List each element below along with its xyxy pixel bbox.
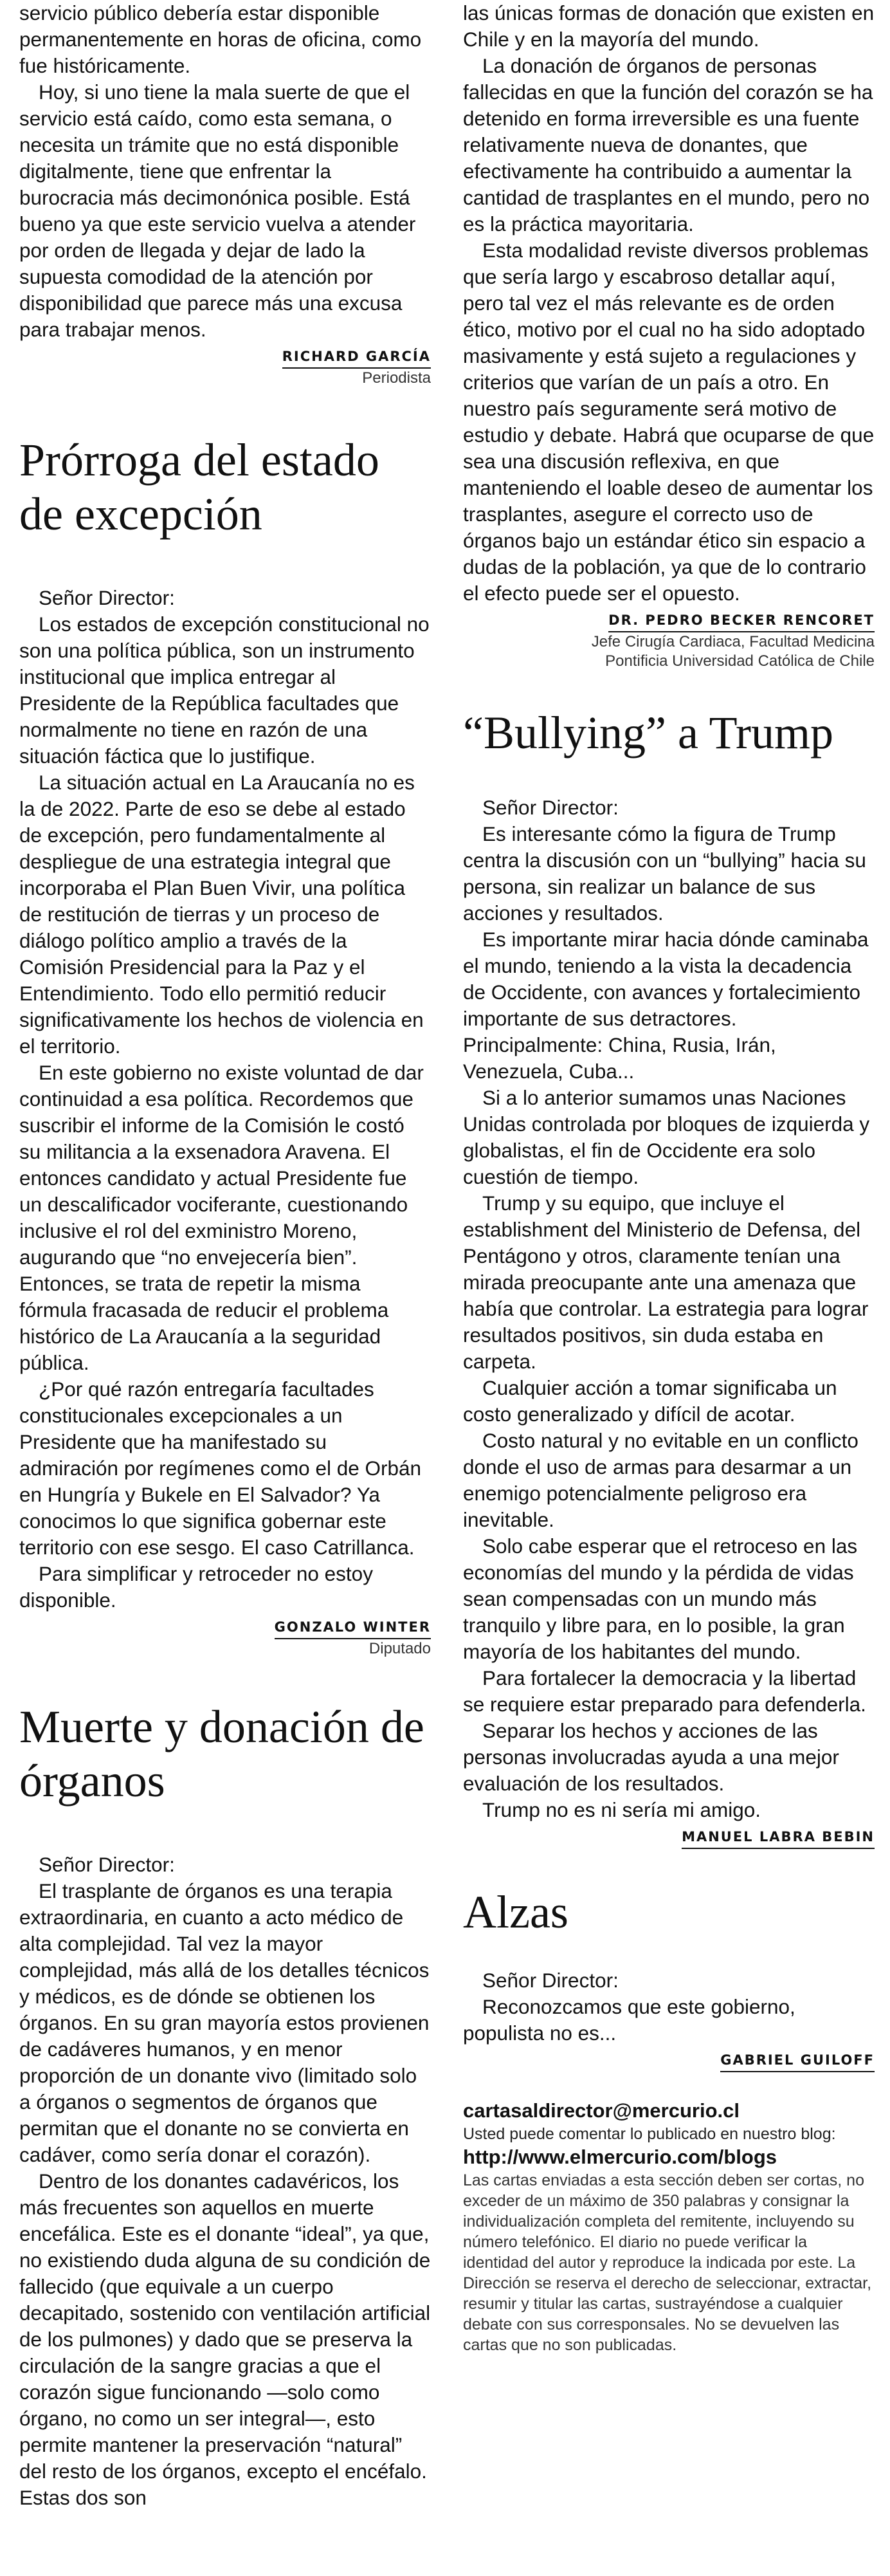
letter-2-salutation: Señor Director: <box>39 586 175 609</box>
letter-3-paragraph: La donación de órganos de personas fallecidas en que la función del corazón se ha detenido en forma irreversible es una fuente relativamente nueva de donantes, que efectivamente ha contribuido a aumentar la cantidad de trasplantes en el mundo, pero no es la práctica mayoritaria. <box>463 54 873 235</box>
blog-url-link[interactable]: http://www.elmercurio.com/blogs <box>463 2146 777 2168</box>
letter-4-paragraph: Para fortalecer la democracia y la libertad se requiere estar preparado para defenderla. <box>463 1666 866 1716</box>
letter-4 <box>463 706 875 1849</box>
letter-2 <box>19 433 431 1659</box>
letter-4-paragraph: Costo natural y no evitable en un conflicto donde el uso de armas para desarmar a un enemigo potencialmente peligroso era inevitable. <box>463 1429 858 1531</box>
letter-1-affiliation: Periodista <box>362 369 431 387</box>
submission-rules: Las cartas enviadas a esta sección deben ser cortas, no exceder de un máximo de 350 palabras y consignar la individualización completa del remitente, incluyendo su número telefónico. El diario no puede verificar la identidad del autor y reproduce la indicada por este. La Dirección se reserva el derecho de seleccionar, extractar, resumir y titular las cartas, sustrayéndose a cualquier debate con sus corresponsales. No se devuelven las cartas que no son publicadas. <box>463 2171 872 2354</box>
letter-3-affiliation: Jefe Cirugía Cardiaca, Facultad Medicina <box>591 633 875 650</box>
letter-4-paragraph: Separar los hechos y acciones de las personas involucradas ayuda a una mejor evaluación de los resultados. <box>463 1719 839 1795</box>
letter-5-signature: GABRIEL GUILOFF <box>463 2050 875 2072</box>
letter-3-paragraph: Dentro de los donantes cadavéricos, los más frecuentes son aquellos en muerte encefálica. Este es el donante “ideal”, ya que, no existiendo duda alguna de su condición de fallecido (que equivale a un cuerpo decapitado, sostenido con ventilación artificial de los pulmones) y dado que se preserva la circulación de la sangre gracias a que el corazón sigue funcionando —solo como órgano, no como un ser integral—, esto permite mantener la preservación “natural” del resto de los órganos, excepto el encéfalo. Estas dos son <box>19 2169 431 2509</box>
letter-2-signature: GONZALO WINTER <box>19 1617 431 1639</box>
submission-info <box>463 2098 875 2355</box>
letter-4-paragraph: Cualquier acción a tomar significaba un costo generalizado y difícil de acotar. <box>463 1376 837 1426</box>
letter-4-paragraph: Solo cabe esperar que el retroceso en las economías del mundo y la pérdida de vidas sean compensadas con un mundo más tranquilo y libre para, en lo posible, la gran mayoría de los habitantes del mundo. <box>463 1534 858 1663</box>
letter-2-paragraph: En este gobierno no existe voluntad de dar continuidad a esa política. Recordemos que suscribir el informe de la Comisión le costó su militancia a la exsenadora Aravena. El entonces candidato y actual Presidente fue un descalificador vociferante, cuestionando inclusive el rol del exministro Moreno, augurando que “no envejecería bien”. Entonces, se trata de repetir la misma fórmula fracasada de reducir el problema histórico de La Araucanía a la seguridad pública. <box>19 1061 424 1374</box>
letter-3-paragraph: las únicas formas de donación que existen en Chile y en la mayoría del mundo. <box>463 1 875 51</box>
letter-4-paragraph: Es interesante cómo la figura de Trump centra la discusión con un “bullying” hacia su persona, sin realizar un balance de sus acciones y resultados. <box>463 822 866 925</box>
letter-2-headline: Prórroga del estado de excepción <box>19 434 379 540</box>
letter-1-paragraph: servicio público debería estar disponible permanentemente en horas de oficina, como fue históricamente. <box>19 1 422 77</box>
letter-3-headline: Muerte y donación de órganos <box>19 1701 424 1807</box>
letter-4-salutation: Señor Director: <box>482 796 619 819</box>
letter-4-paragraph: Si a lo anterior sumamos unas Naciones Unidas controlada por bloques de izquierda y globalistas, el fin de Occidente era solo cuestión de tiempo. <box>463 1086 870 1188</box>
letter-1-signature: RICHARD GARCÍA <box>19 347 431 369</box>
letter-2-paragraph: Los estados de excepción constitucional no son una política pública, son un instrumento institucional que implica entregar al Presidente de la República facultades que normalmente no tiene en razón de una situación fáctica que lo justifique. <box>19 612 430 768</box>
letter-3-continuation <box>463 0 875 671</box>
right-column <box>463 0 875 2355</box>
letter-3-signature: DR. PEDRO BECKER RENCORET <box>463 611 875 632</box>
letter-4-paragraph: Trump y su equipo, que incluye el establishment del Ministerio de Defensa, del Pentágono y otros, claramente tenían una mirada preocupante ante una amenaza que había que controlar. La estrategia para lograr resultados positivos, sin duda estaba en carpeta. <box>463 1191 869 1373</box>
letter-3 <box>19 1700 431 2511</box>
left-column <box>19 0 431 2511</box>
blog-note: Usted puede comentar lo publicado en nuestro blog: <box>463 2125 836 2143</box>
letter-3-paragraph: Esta modalidad reviste diversos problemas que sería largo y escabroso detallar aquí, pero tal vez el más relevante es de orden ético, motivo por el cual no ha sido adoptado masivamente y está sujeto a regulaciones y criterios que varían de un país a otro. En nuestro país seguramente será motivo de estudio y debate. Habrá que ocuparse de que sea una discusión reflexiva, en que manteniendo el loable deseo de aumentar los trasplantes, asegure el correcto uso de órganos bajo un estándar ético sin espacio a dudas de la población, ya que de lo contrario el efecto puede ser el opuesto. <box>463 239 875 605</box>
letter-3-affiliation: Pontificia Universidad Católica de Chile <box>605 652 875 670</box>
letter-4-signature: MANUEL LABRA BEBIN <box>463 1827 875 1849</box>
letter-1-paragraph: Hoy, si uno tiene la mala suerte de que el servicio está caído, como esta semana, o necesita un trámite que no está disponible digitalmente, tiene que enfrentar la burocracia más decimonónica posible. Está bueno ya que este servicio vuelva a atender por orden de llegada y dejar de lado la supuesta comodidad de la atención por disponibilidad que parece más una excusa para trabajar menos. <box>19 80 416 341</box>
letter-1-continuation <box>19 0 431 388</box>
letter-2-paragraph: Para simplificar y retroceder no estoy disponible. <box>19 1562 373 1612</box>
letter-5-headline: Alzas <box>463 1886 568 1938</box>
letter-5 <box>463 1885 875 2072</box>
editor-email-link[interactable]: cartasaldirector@mercurio.cl <box>463 2099 740 2122</box>
letter-5-paragraph: Reconozcamos que este gobierno, populista no es... <box>463 1995 795 2045</box>
letter-2-paragraph: La situación actual en La Araucanía no es la de 2022. Parte de eso se debe al estado de excepción, pero fundamentalmente al despliegue de una estrategia integral que incorporaba el Plan Buen Vivir, una política de restitución de tierras y un proceso de diálogo político amplio a través de la Comisión Presidencial para la Paz y el Entendimiento. Todo ello permitió reducir significativamente los hechos de violencia en el territorio. <box>19 771 424 1058</box>
letter-2-paragraph: ¿Por qué razón entregaría facultades constitucionales excepcionales a un Presidente que ha manifestado su admiración por regímenes como el de Orbán en Hungría y Bukele en El Salvador? Ya conocimos lo que significa gobernar este territorio con ese sesgo. El caso Catrillanca. <box>19 1377 422 1559</box>
letter-2-affiliation: Diputado <box>368 1640 431 1657</box>
letter-4-paragraph: Es importante mirar hacia dónde caminaba el mundo, teniendo a la vista la decadencia de Occidente, con avances y fortalecimiento importante de sus detractores. Principalmente: China, Rusia, Irán, Venezuela, Cuba... <box>463 928 869 1083</box>
letter-3-salutation: Señor Director: <box>39 1853 175 1876</box>
letter-4-headline: “Bullying” a Trump <box>463 707 834 759</box>
letter-5-salutation: Señor Director: <box>482 1969 619 1992</box>
letter-4-paragraph: Trump no es ni sería mi amigo. <box>482 1798 761 1821</box>
letter-3-paragraph: El trasplante de órganos es una terapia extraordinaria, en cuanto a acto médico de alta complejidad. Tal vez la mayor complejidad, más allá de los detalles técnicos y médicos, es de dónde se obtienen los órganos. En su gran mayoría estos provienen de cadáveres humanos, y en menor proporción de un donante vivo (limitado solo a órganos o segmentos de órganos que permitan que el donante no se convierta en cadáver, como sería donar el corazón). <box>19 1879 430 2166</box>
